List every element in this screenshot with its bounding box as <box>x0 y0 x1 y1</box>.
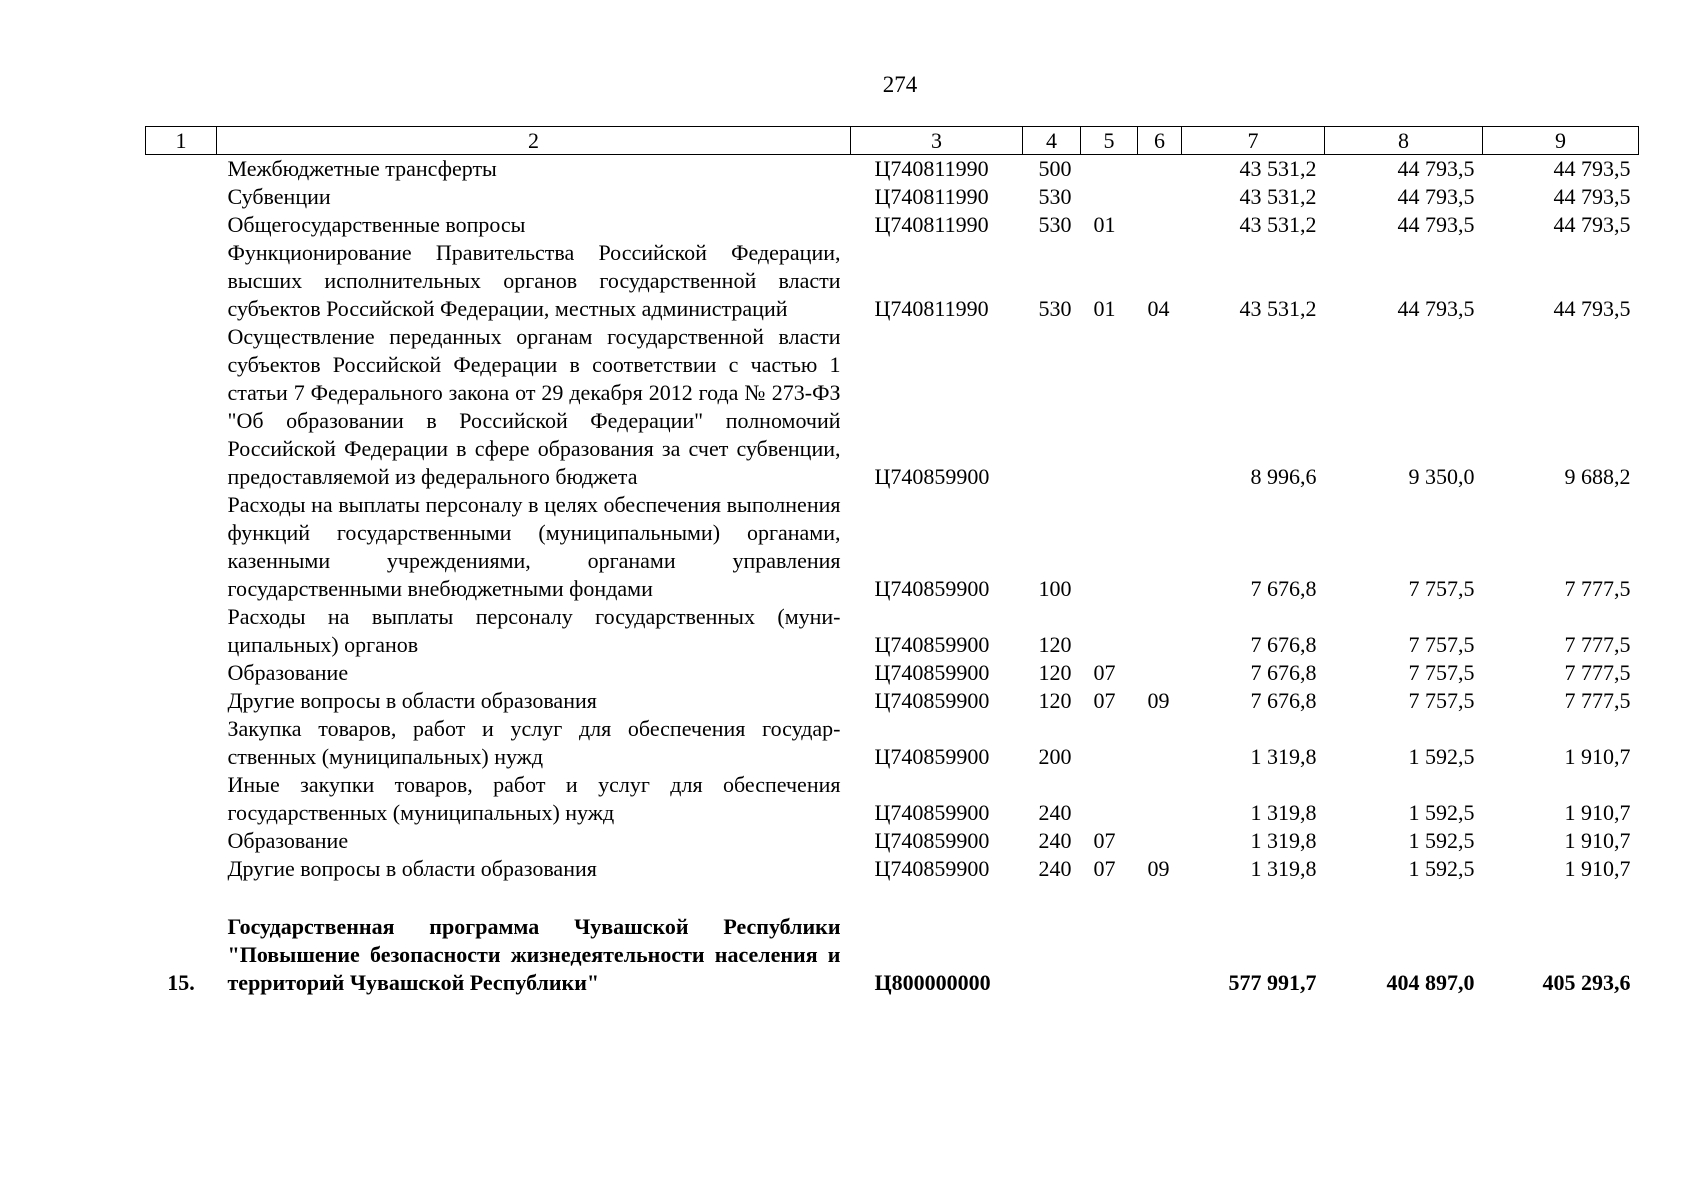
expense-type: 530 <box>1038 184 1072 209</box>
row-name: Функционирование Правительства Российской Федерации, высших исполнительных органов государственной власти субъектов Российской Федерации, местных администраций <box>227 240 841 321</box>
row-number <box>146 687 217 715</box>
target-article-code: Ц740859900 <box>874 828 990 853</box>
amount-col9: 1 910,7 <box>1564 856 1631 881</box>
column-header: 6 <box>1138 127 1182 155</box>
section <box>1081 323 1138 491</box>
row-number <box>146 323 217 491</box>
table-row <box>146 239 1639 323</box>
expense-type: 120 <box>1038 688 1072 713</box>
table-row <box>146 491 1639 603</box>
amount-col9: 44 793,5 <box>1553 296 1631 321</box>
section <box>1081 771 1138 827</box>
row-name: Общегосударственные вопросы <box>227 212 526 237</box>
amount-col9: 1 910,7 <box>1564 828 1631 853</box>
expense-type: 240 <box>1038 828 1072 853</box>
section: 07 <box>1093 688 1116 713</box>
section <box>1081 183 1138 211</box>
amount-col7: 43 531,2 <box>1239 156 1317 181</box>
subsection <box>1138 715 1182 771</box>
row-number <box>146 855 217 883</box>
table-row <box>146 211 1639 239</box>
section <box>1081 491 1138 603</box>
amount-col8: 44 793,5 <box>1397 156 1475 181</box>
section <box>1081 155 1138 184</box>
column-header: 3 <box>851 127 1023 155</box>
amount-col7: 1 319,8 <box>1250 744 1317 769</box>
subsection <box>1138 883 1182 997</box>
amount-col9: 7 777,5 <box>1564 660 1631 685</box>
row-name: Государственная программа Чувашской Республики "Повышение безопасности жизнедеятельности населения и территорий Чувашской Республики" <box>227 914 841 995</box>
target-article-code: Ц740859900 <box>874 660 990 685</box>
amount-col7: 7 676,8 <box>1250 660 1317 685</box>
column-header: 9 <box>1483 127 1639 155</box>
section <box>1081 715 1138 771</box>
row-number <box>146 827 217 855</box>
expense-type: 530 <box>1038 212 1072 237</box>
amount-col7: 1 319,8 <box>1250 828 1317 853</box>
table-row <box>146 659 1639 687</box>
row-name: Закупка товаров, работ и услуг для обеспечения государственных (муниципальных) нужд <box>227 716 841 769</box>
subsection: 09 <box>1147 856 1170 881</box>
amount-col7: 43 531,2 <box>1239 212 1317 237</box>
row-name: Другие вопросы в области образования <box>227 688 597 713</box>
target-article-code: Ц800000000 <box>874 970 991 995</box>
amount-col8: 44 793,5 <box>1397 296 1475 321</box>
amount-col8: 1 592,5 <box>1408 800 1475 825</box>
section: 01 <box>1093 212 1116 237</box>
row-name: Расходы на выплаты персоналу в целях обеспечения выполнения функций государственными (муниципальными) органами, казенными учреждениями, органами управления государственными внебюджетными фондами <box>227 492 841 601</box>
subsection <box>1138 323 1182 491</box>
target-article-code: Ц740811990 <box>874 296 989 321</box>
amount-col7: 7 676,8 <box>1250 576 1317 601</box>
section: 01 <box>1093 296 1116 321</box>
row-number <box>146 659 217 687</box>
table-row <box>146 323 1639 491</box>
amount-col9: 405 293,6 <box>1542 970 1631 995</box>
amount-col9: 1 910,7 <box>1564 744 1631 769</box>
column-header: 1 <box>146 127 217 155</box>
amount-col9: 7 777,5 <box>1564 632 1631 657</box>
target-article-code: Ц740859900 <box>874 688 990 713</box>
amount-col7: 43 531,2 <box>1239 184 1317 209</box>
budget-table <box>145 126 1639 997</box>
amount-col7: 577 991,7 <box>1228 970 1317 995</box>
row-name: Осуществление переданных органам государственной власти субъектов Российской Федерации в соответствии с частью 1 статьи 7 Федерального закона от 29 декабря 2012 года № 273-ФЗ "Об образовании в Российской Федерации" полномочий Российской Федерации в сфере образования за счет субвенции, предоставляемой из федерального бюджета <box>227 324 841 489</box>
amount-col9: 44 793,5 <box>1553 212 1631 237</box>
column-header: 5 <box>1081 127 1138 155</box>
amount-col8: 7 757,5 <box>1408 688 1475 713</box>
row-number: 15. <box>167 970 195 995</box>
amount-col8: 7 757,5 <box>1408 660 1475 685</box>
target-article-code: Ц740859900 <box>874 464 990 489</box>
row-name: Другие вопросы в области образования <box>227 856 597 881</box>
amount-col9: 44 793,5 <box>1553 156 1631 181</box>
row-number <box>146 155 217 184</box>
subsection <box>1138 603 1182 659</box>
table-row <box>146 855 1639 883</box>
amount-col8: 1 592,5 <box>1408 856 1475 881</box>
amount-col7: 1 319,8 <box>1250 856 1317 881</box>
target-article-code: Ц740811990 <box>874 212 989 237</box>
expense-type: 100 <box>1038 576 1072 601</box>
amount-col7: 8 996,6 <box>1250 464 1317 489</box>
row-number <box>146 239 217 323</box>
table-row <box>146 771 1639 827</box>
amount-col9: 7 777,5 <box>1564 688 1631 713</box>
amount-col8: 1 592,5 <box>1408 828 1475 853</box>
amount-col9: 44 793,5 <box>1553 184 1631 209</box>
amount-col8: 7 757,5 <box>1408 632 1475 657</box>
amount-col8: 1 592,5 <box>1408 744 1475 769</box>
amount-col8: 44 793,5 <box>1397 212 1475 237</box>
expense-type <box>1023 883 1081 997</box>
table-row <box>146 715 1639 771</box>
row-number <box>146 715 217 771</box>
expense-type: 240 <box>1038 856 1072 881</box>
expense-type: 120 <box>1038 632 1072 657</box>
amount-col7: 7 676,8 <box>1250 632 1317 657</box>
row-name: Иные закупки товаров, работ и услуг для обеспечения государственных (муниципальных) нужд <box>227 772 841 825</box>
table-row <box>146 603 1639 659</box>
expense-type: 530 <box>1038 296 1072 321</box>
subsection <box>1138 155 1182 184</box>
row-name: Расходы на выплаты персоналу государственных (муниципальных) органов <box>227 604 841 657</box>
target-article-code: Ц740859900 <box>874 800 990 825</box>
expense-type: 500 <box>1038 156 1072 181</box>
expense-type: 200 <box>1038 744 1072 769</box>
section: 07 <box>1093 856 1116 881</box>
subsection <box>1138 183 1182 211</box>
column-number-header <box>146 127 1639 155</box>
column-header: 7 <box>1182 127 1325 155</box>
section: 07 <box>1093 660 1116 685</box>
column-header: 8 <box>1325 127 1483 155</box>
target-article-code: Ц740811990 <box>874 156 989 181</box>
subsection: 09 <box>1147 688 1170 713</box>
expense-type <box>1023 323 1081 491</box>
subsection <box>1138 659 1182 687</box>
target-article-code: Ц740859900 <box>874 744 990 769</box>
target-article-code: Ц740859900 <box>874 576 990 601</box>
expense-type: 240 <box>1038 800 1072 825</box>
amount-col8: 404 897,0 <box>1386 970 1475 995</box>
amount-col7: 1 319,8 <box>1250 800 1317 825</box>
amount-col9: 1 910,7 <box>1564 800 1631 825</box>
target-article-code: Ц740859900 <box>874 632 990 657</box>
row-name: Образование <box>227 828 349 853</box>
target-article-code: Ц740859900 <box>874 856 990 881</box>
column-header: 2 <box>217 127 851 155</box>
expense-type: 120 <box>1038 660 1072 685</box>
amount-col7: 43 531,2 <box>1239 296 1317 321</box>
table-row <box>146 883 1639 997</box>
table-body <box>146 155 1639 998</box>
row-number <box>146 183 217 211</box>
amount-col9: 7 777,5 <box>1564 576 1631 601</box>
row-number <box>146 603 217 659</box>
table-row <box>146 687 1639 715</box>
section <box>1081 603 1138 659</box>
table-row <box>146 183 1639 211</box>
row-name: Субвенции <box>227 184 331 209</box>
table-row <box>146 827 1639 855</box>
amount-col8: 44 793,5 <box>1397 184 1475 209</box>
amount-col8: 7 757,5 <box>1408 576 1475 601</box>
subsection <box>1138 491 1182 603</box>
amount-col9: 9 688,2 <box>1564 464 1631 489</box>
table-row <box>146 155 1639 184</box>
row-name: Образование <box>227 660 349 685</box>
row-number <box>146 211 217 239</box>
row-number <box>146 491 217 603</box>
subsection <box>1138 211 1182 239</box>
column-header: 4 <box>1023 127 1081 155</box>
section <box>1081 883 1138 997</box>
subsection: 04 <box>1147 296 1170 321</box>
amount-col8: 9 350,0 <box>1408 464 1475 489</box>
target-article-code: Ц740811990 <box>874 184 989 209</box>
row-name: Межбюджетные трансферты <box>227 156 497 181</box>
row-number <box>146 771 217 827</box>
page-number: 274 <box>882 72 918 97</box>
section: 07 <box>1093 828 1116 853</box>
subsection <box>1138 827 1182 855</box>
subsection <box>1138 771 1182 827</box>
amount-col7: 7 676,8 <box>1250 688 1317 713</box>
